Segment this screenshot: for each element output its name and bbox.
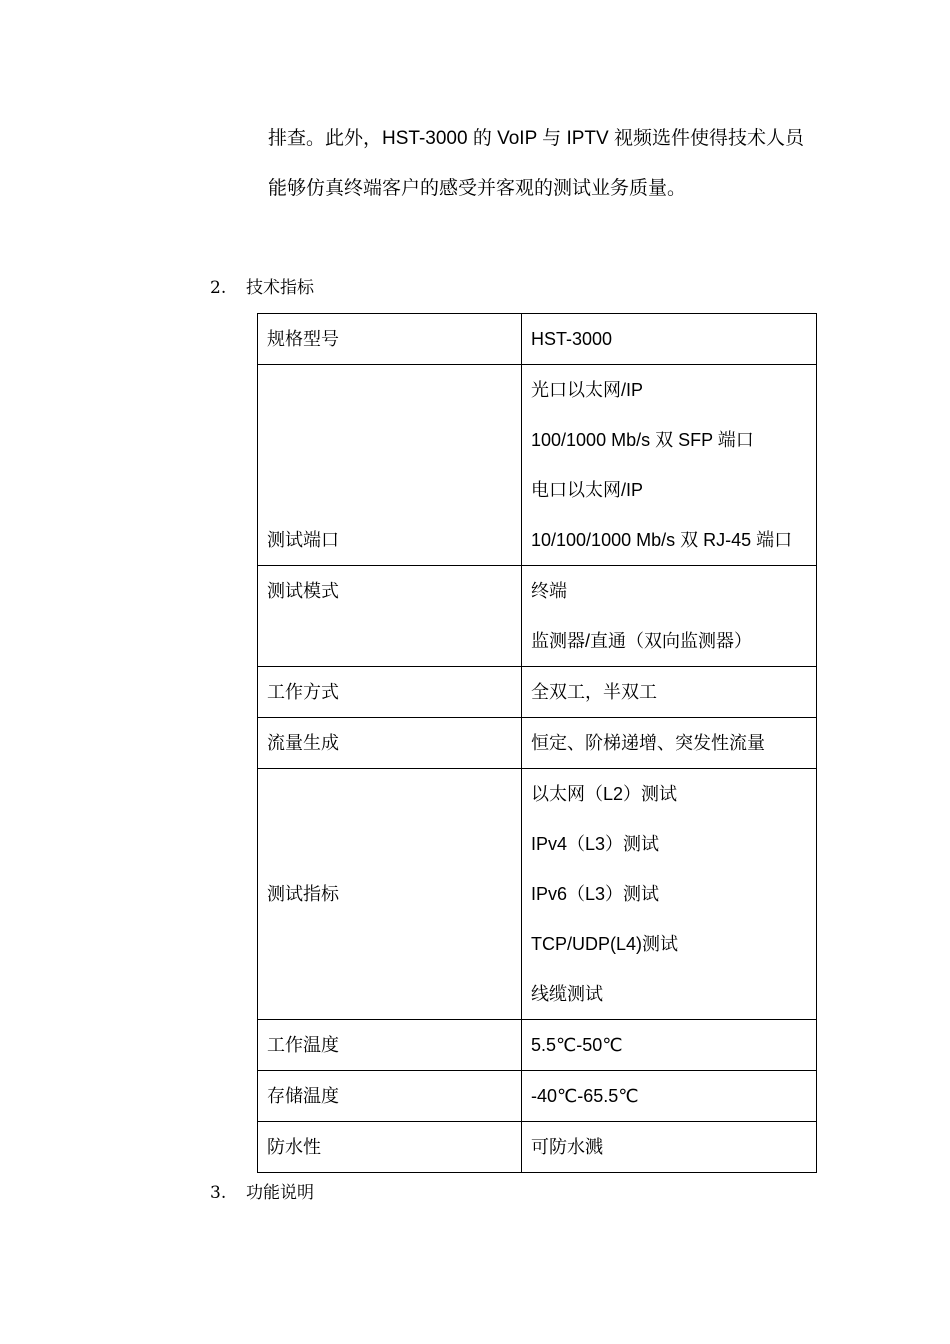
spec-value-cell <box>522 1020 817 1071</box>
spec-value: 5.5℃-50℃ <box>531 1035 623 1055</box>
spec-value: 全双工，半双工 <box>531 682 657 702</box>
spec-value: IPv6（L3）测试 <box>531 884 660 904</box>
spec-value: 可防水溅 <box>531 1137 603 1157</box>
section-3-number: 3. <box>210 1183 227 1203</box>
spec-value: 线缆测试 <box>531 984 603 1004</box>
table-row <box>258 667 817 718</box>
section-3-title: 功能说明 <box>246 1183 314 1202</box>
spec-value: HST-3000 <box>531 329 613 349</box>
table-row <box>258 769 817 1020</box>
table-row <box>258 365 817 566</box>
spec-key: 流量生成 <box>267 733 339 753</box>
spec-value-cell <box>522 1071 817 1122</box>
spec-key-cell <box>258 365 522 566</box>
spec-value: 光口以太网/IP <box>531 380 644 400</box>
section-2-number: 2. <box>210 278 227 298</box>
spec-key-cell <box>258 1020 522 1071</box>
spec-value: 100/1000 Mb/s 双 SFP 端口 <box>531 430 754 450</box>
spec-value: 终端 <box>531 581 567 601</box>
spec-value: 电口以太网/IP <box>531 480 644 500</box>
spec-key-cell <box>258 718 522 769</box>
spec-key-cell <box>258 314 522 365</box>
table-row <box>258 1122 817 1173</box>
spec-key-cell <box>258 566 522 667</box>
spec-key: 测试模式 <box>267 581 339 601</box>
spec-key: 测试指标 <box>267 884 339 904</box>
table-row <box>258 566 817 667</box>
spec-key: 工作温度 <box>267 1035 339 1055</box>
spec-value: 以太网（L2）测试 <box>531 784 678 804</box>
intro-line-1: 排查。此外，HST-3000 的 VoIP 与 IPTV 视频选件使得技术人员 <box>268 128 804 149</box>
table-row <box>258 314 817 365</box>
section-2-heading <box>210 276 314 300</box>
spec-value-cell <box>522 1122 817 1173</box>
spec-value: 10/100/1000 Mb/s 双 RJ-45 端口 <box>531 530 793 550</box>
spec-value-cell <box>522 365 817 566</box>
spec-value-cell <box>522 769 817 1020</box>
spec-key: 存储温度 <box>267 1086 339 1106</box>
spec-value: IPv4（L3）测试 <box>531 834 660 854</box>
spec-value-cell <box>522 667 817 718</box>
spec-key-cell <box>258 667 522 718</box>
spec-value: -40℃-65.5℃ <box>531 1086 639 1106</box>
spec-key: 测试端口 <box>267 530 339 550</box>
table-row <box>258 1020 817 1071</box>
table-row <box>258 1071 817 1122</box>
spec-key: 防水性 <box>267 1137 321 1157</box>
spec-value: TCP/UDP(L4)测试 <box>531 934 679 954</box>
spec-key: 工作方式 <box>267 682 339 702</box>
spec-key-cell <box>258 1122 522 1173</box>
section-3-heading <box>210 1181 314 1205</box>
section-2-title: 技术指标 <box>246 278 314 297</box>
spec-value-cell <box>522 718 817 769</box>
spec-key-cell <box>258 769 522 1020</box>
spec-value: 监测器/直通（双向监测器） <box>531 631 752 651</box>
intro-line-2: 能够仿真终端客户的感受并客观的测试业务质量。 <box>268 178 687 199</box>
spec-value: 恒定、阶梯递增、突发性流量 <box>531 733 765 753</box>
spec-key-cell <box>258 1071 522 1122</box>
spec-value-cell <box>522 314 817 365</box>
spec-key: 规格型号 <box>267 329 339 349</box>
spec-table <box>257 313 817 1173</box>
spec-value-cell <box>522 566 817 667</box>
table-row <box>258 718 817 769</box>
